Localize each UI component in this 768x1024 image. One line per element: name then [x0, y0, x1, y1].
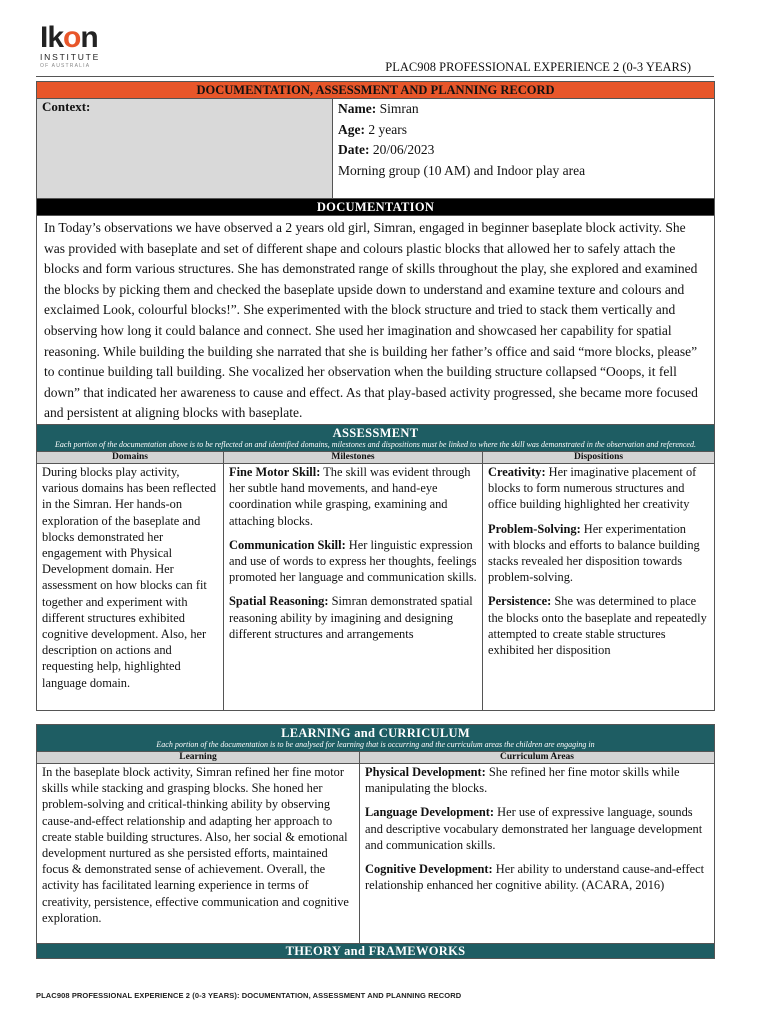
logo-wordmark: Ikon: [40, 21, 98, 54]
col-dispositions: Dispositions: [483, 452, 715, 464]
documentation-text: In Today’s observations we have observed a 2 years old girl, Simran, engaged in beginner baseplate block activity. She was provided with baseplate and set of different shape and colours plastic blocks that allowed her to safely attach the blocks and form various structures. She has demonstrated range of skills throughout the play, she explored and examined the blocks by picking them and checked the baseplate upside down to understand and examine texture and colours and exclaimed Look, colourful blocks!”. She experimented with the block structure and tried to stack them vertically and observing how long it could balance and connect. She used her imagination and showcased her capability for spatial reasoning. While building the building she narrated that she is building her father’s office and said “more blocks, please” to continue building tall building. She vocalized her observation when the building structure collapsed “Ooops, it fell down” that indicated her awareness to cause and effect. As that play-based activity progressed, she became more focused and persistent at aligning blocks with baseplate.: [44, 220, 698, 421]
col-curriculum: Curriculum Areas: [360, 752, 715, 764]
col-learning: Learning: [37, 752, 360, 764]
documentation-heading: DOCUMENTATION: [37, 199, 715, 216]
learning-table: [36, 724, 715, 959]
curriculum-physical: Physical Development: She refined her fine motor skills while manipulating the blocks.: [365, 765, 680, 796]
header-rule: [36, 76, 714, 77]
name-row: Name: Simran: [338, 101, 419, 116]
milestone-spatial: Spatial Reasoning: Simran demonstrated spatial reasoning ability by imagining and designing different structures and arrangements: [229, 594, 473, 641]
theory-header: [37, 944, 715, 959]
assessment-heading: ASSESSMENT: [332, 426, 419, 440]
col-domains: Domains: [37, 452, 224, 464]
course-header: PLAC908 PROFESSIONAL EXPERIENCE 2 (0-3 YEARS): [385, 60, 691, 74]
age-row: Age: 2 years: [338, 121, 407, 137]
curriculum-cell: [360, 764, 715, 944]
documentation-body: [37, 216, 715, 442]
milestone-fine-motor: Fine Motor Skill: The skill was evident through her subtle hand movements, and hand-eye coordination while grasping, examining and attaching blocks.: [229, 465, 471, 528]
record-table-top: [36, 81, 715, 442]
dispositions-cell: [483, 464, 715, 711]
domains-cell: During blocks play activity, various domains has been reflected in the Simran. Her hands-on exploration of the baseplate and blocks demonstrated her engagement with Physical Development domain. Her assessment on how blocks can fit together and experiment with different structures exhibited cognitive development. Also, her description on actions and requesting help, highlighted language domain.: [37, 464, 224, 711]
setting-row: Morning group (10 AM) and Indoor play area: [338, 162, 586, 178]
assessment-header: [37, 425, 715, 452]
theory-heading: THEORY and FRAMEWORKS: [285, 944, 466, 958]
logo-tagline: OF AUSTRALIA: [40, 63, 91, 69]
disposition-problem-solving: Problem-Solving: Her experimentation with blocks and efforts to balance building stacks revealed her disposition towards problem-solving.: [488, 521, 700, 585]
learning-instruction: Each portion of the documentation is to be analysed for learning that is occurring and the curriculum areas the children are engaging in: [156, 740, 595, 749]
curriculum-language: Language Development: Her use of expressive language, sounds and descriptive vocabulary demonstrated her language development and communication skills.: [365, 805, 703, 852]
assessment-instruction: Each portion of the documentation above is to be reflected on and identified domains, milestones and dispositions must be linked to where the skill was demonstrated in the observation and referenced.: [55, 440, 696, 449]
milestones-cell: [224, 464, 483, 711]
logo-subtitle: INSTITUTE: [40, 52, 101, 62]
disposition-persistence: Persistence: She was determined to place the blocks onto the baseplate and repeatedly attempted to create stable structures exhibited her disposition: [488, 594, 707, 658]
assessment-table: [36, 424, 715, 711]
milestone-communication: Communication Skill: Her linguistic expression and use of words to express her thoughts, feelings promoted her language and communication skills.: [229, 537, 477, 585]
disposition-creativity: Creativity: Her imaginative placement of blocks to form numerous structures and office building highlighted her creativity: [488, 465, 697, 512]
page-footer: PLAC908 PROFESSIONAL EXPERIENCE 2 (0-3 YEARS): DOCUMENTATION, ASSESSMENT AND PLANNING RECORD: [36, 991, 462, 1000]
child-info: [333, 99, 715, 199]
ikon-logo: [40, 21, 110, 70]
curriculum-cognitive: Cognitive Development: Her ability to understand cause-and-effect relationship enhanced her cognitive ability. (ACARA, 2016): [365, 862, 705, 893]
context-label: Context:: [37, 99, 333, 199]
learning-header: [37, 725, 715, 752]
date-row: Date: 20/06/2023: [338, 142, 435, 157]
learning-heading: LEARNING and CURRICULUM: [281, 726, 470, 740]
record-title: DOCUMENTATION, ASSESSMENT AND PLANNING RECORD: [37, 82, 715, 99]
learning-cell: In the baseplate block activity, Simran refined her fine motor skills while stacking and grasping blocks. She honed her problem-solving and critical-thinking ability by observing cause-and-effect relationship and adapting her approach to create stable building structures. Also, her social & emotional development nurtured as she persisted efforts, maintained focus & demonstrated sense of achievement. Overall, the activity has facilitated learning experience in terms of creativity, persistence, effective communication and cognitive exploration.: [37, 764, 360, 944]
col-milestones: Milestones: [224, 452, 483, 464]
